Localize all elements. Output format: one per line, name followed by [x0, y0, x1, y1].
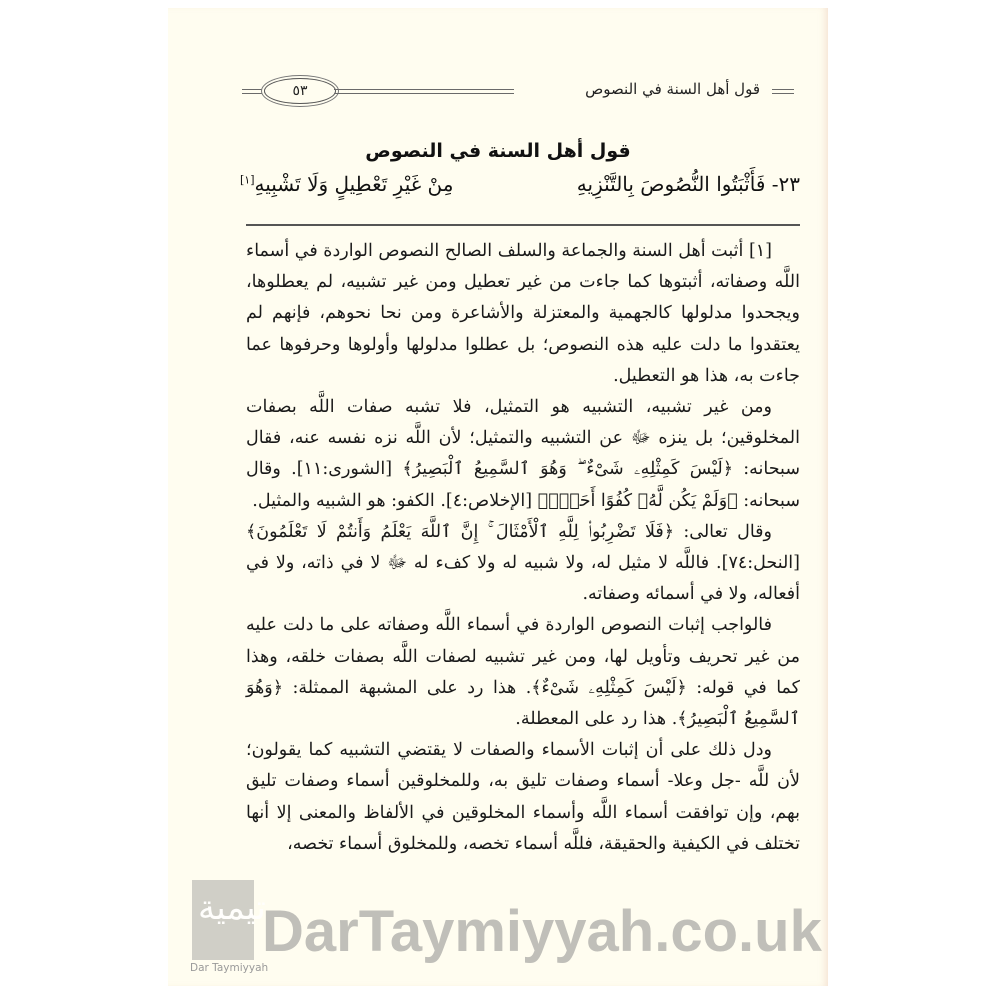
- footnote-separator: [246, 224, 800, 226]
- paragraph: وقال تعالى: ﴿فَلَا تَضْرِبُوا۟ لِلَّهِ ٱلْأَمْثَالَ ۚ إِنَّ ٱللَّهَ يَعْلَمُ وَأَنتُمْ لَا تَعْلَمُونَ﴾ [النحل:٧٤]. فاللَّه لا مثيل له، ولا شبيه له ولا كفء له ﷻ لا في ذاته، ولا في أفعاله، ولا في أسمائه وصفاته.: [246, 521, 800, 605]
- header-rule-middle: [334, 89, 514, 94]
- running-header: [222, 76, 796, 106]
- poem-verse: [240, 172, 800, 196]
- publisher-logo-icon: [192, 880, 266, 960]
- page-number-oval: [264, 78, 336, 104]
- paragraph: [١] أثبت أهل السنة والجماعة والسلف الصالح النصوص الواردة في أسماء اللَّه وصفاته، أثبتوها كما جاءت من غير تعطيل ومن غير تشبيه، لم يعطلوها، ويجحدوا مدلولها كالجهمية والمعتزلة والأشاعرة ومن نحا نحوهم، فإنهم لم يعتقدوا ما دلت عليه هذه النصوص؛ بل عطلوا مدلولها وأولوها وحرفوها عما جاءت به، هذا هو التعطيل.: [246, 241, 800, 386]
- paragraph: ودل ذلك على أن إثبات الأسماء والصفات لا يقتضي التشبيه كما يقولون؛ لأن للَّه -جل وعلا- أسماء وصفات تليق به، وللمخلوقين أسماء وصفات تليق بهم، وإن توافقت أسماء اللَّه وأسماء المخلوقين في الألفاظ والمعنى إلا أنها تختلف في الكيفية والحقيقة، فللَّه أسماء تخصه، وللمخلوق أسماء تخصه،: [246, 740, 800, 854]
- verse-right-hemistich: [577, 172, 800, 196]
- commentary-body: [246, 236, 800, 860]
- paragraph: ومن غير تشبيه، التشبيه هو التمثيل، فلا تشبه صفات اللَّه بصفات المخلوقين؛ بل ينزه ﷻ عن التشبيه والتمثيل؛ لأن اللَّه نزه نفسه عنه، فقال سبحانه: ﴿لَيْسَ كَمِثْلِهِۦ شَىْءٌ ۖ وَهُوَ ٱلسَّمِيعُ ٱلْبَصِيرُ﴾ [الشورى:١١]. وقال سبحانه: ﴿وَلَمْ يَكُن لَّهُۥ كُفُوًا أَحَدٌۢ﴾ [الإخلاص:٤]. الكفو: هو الشبيه والمثيل.: [246, 397, 800, 511]
- verse-number: ٢٣-: [771, 172, 800, 196]
- chapter-title: قول أهل السنة في النصوص: [365, 140, 631, 162]
- verse-hemistich-2: مِنْ غَيْرِ تَعْطِيلٍ وَلَا تَشْبِيهِ: [254, 172, 454, 196]
- footnote-marker: [١]: [240, 173, 255, 187]
- watermark-site-text: DarTaymiyyah.co.uk: [262, 899, 822, 964]
- verse-left-hemistich: [240, 172, 453, 196]
- header-rule-left: [242, 89, 264, 94]
- paragraph: فالواجب إثبات النصوص الواردة في أسماء اللَّه وصفاته على ما دلت عليه من غير تحريف وتأويل لها، ومن غير تشبيه لصفات اللَّه بصفات خلقه، وهذا كما في قوله: ﴿لَيْسَ كَمِثْلِهِۦ شَىْءٌ﴾. هذا رد على المشبهة الممثلة: ﴿وَهُوَ ٱلسَّمِيعُ ٱلْبَصِيرُ﴾. هذا رد على المعطلة.: [246, 615, 800, 730]
- header-rule-right: [772, 89, 794, 94]
- logo-caption: Dar Taymiyyah: [190, 962, 269, 974]
- verse-hemistich-1: فَأَثْبَتُوا النُّصُوصَ بِالتَّنْزِيهِ: [576, 172, 766, 196]
- running-title: قول أهل السنة في النصوص: [585, 80, 760, 98]
- page-number: ٥٣: [292, 83, 308, 99]
- logo-glyph: تيمية: [198, 888, 266, 928]
